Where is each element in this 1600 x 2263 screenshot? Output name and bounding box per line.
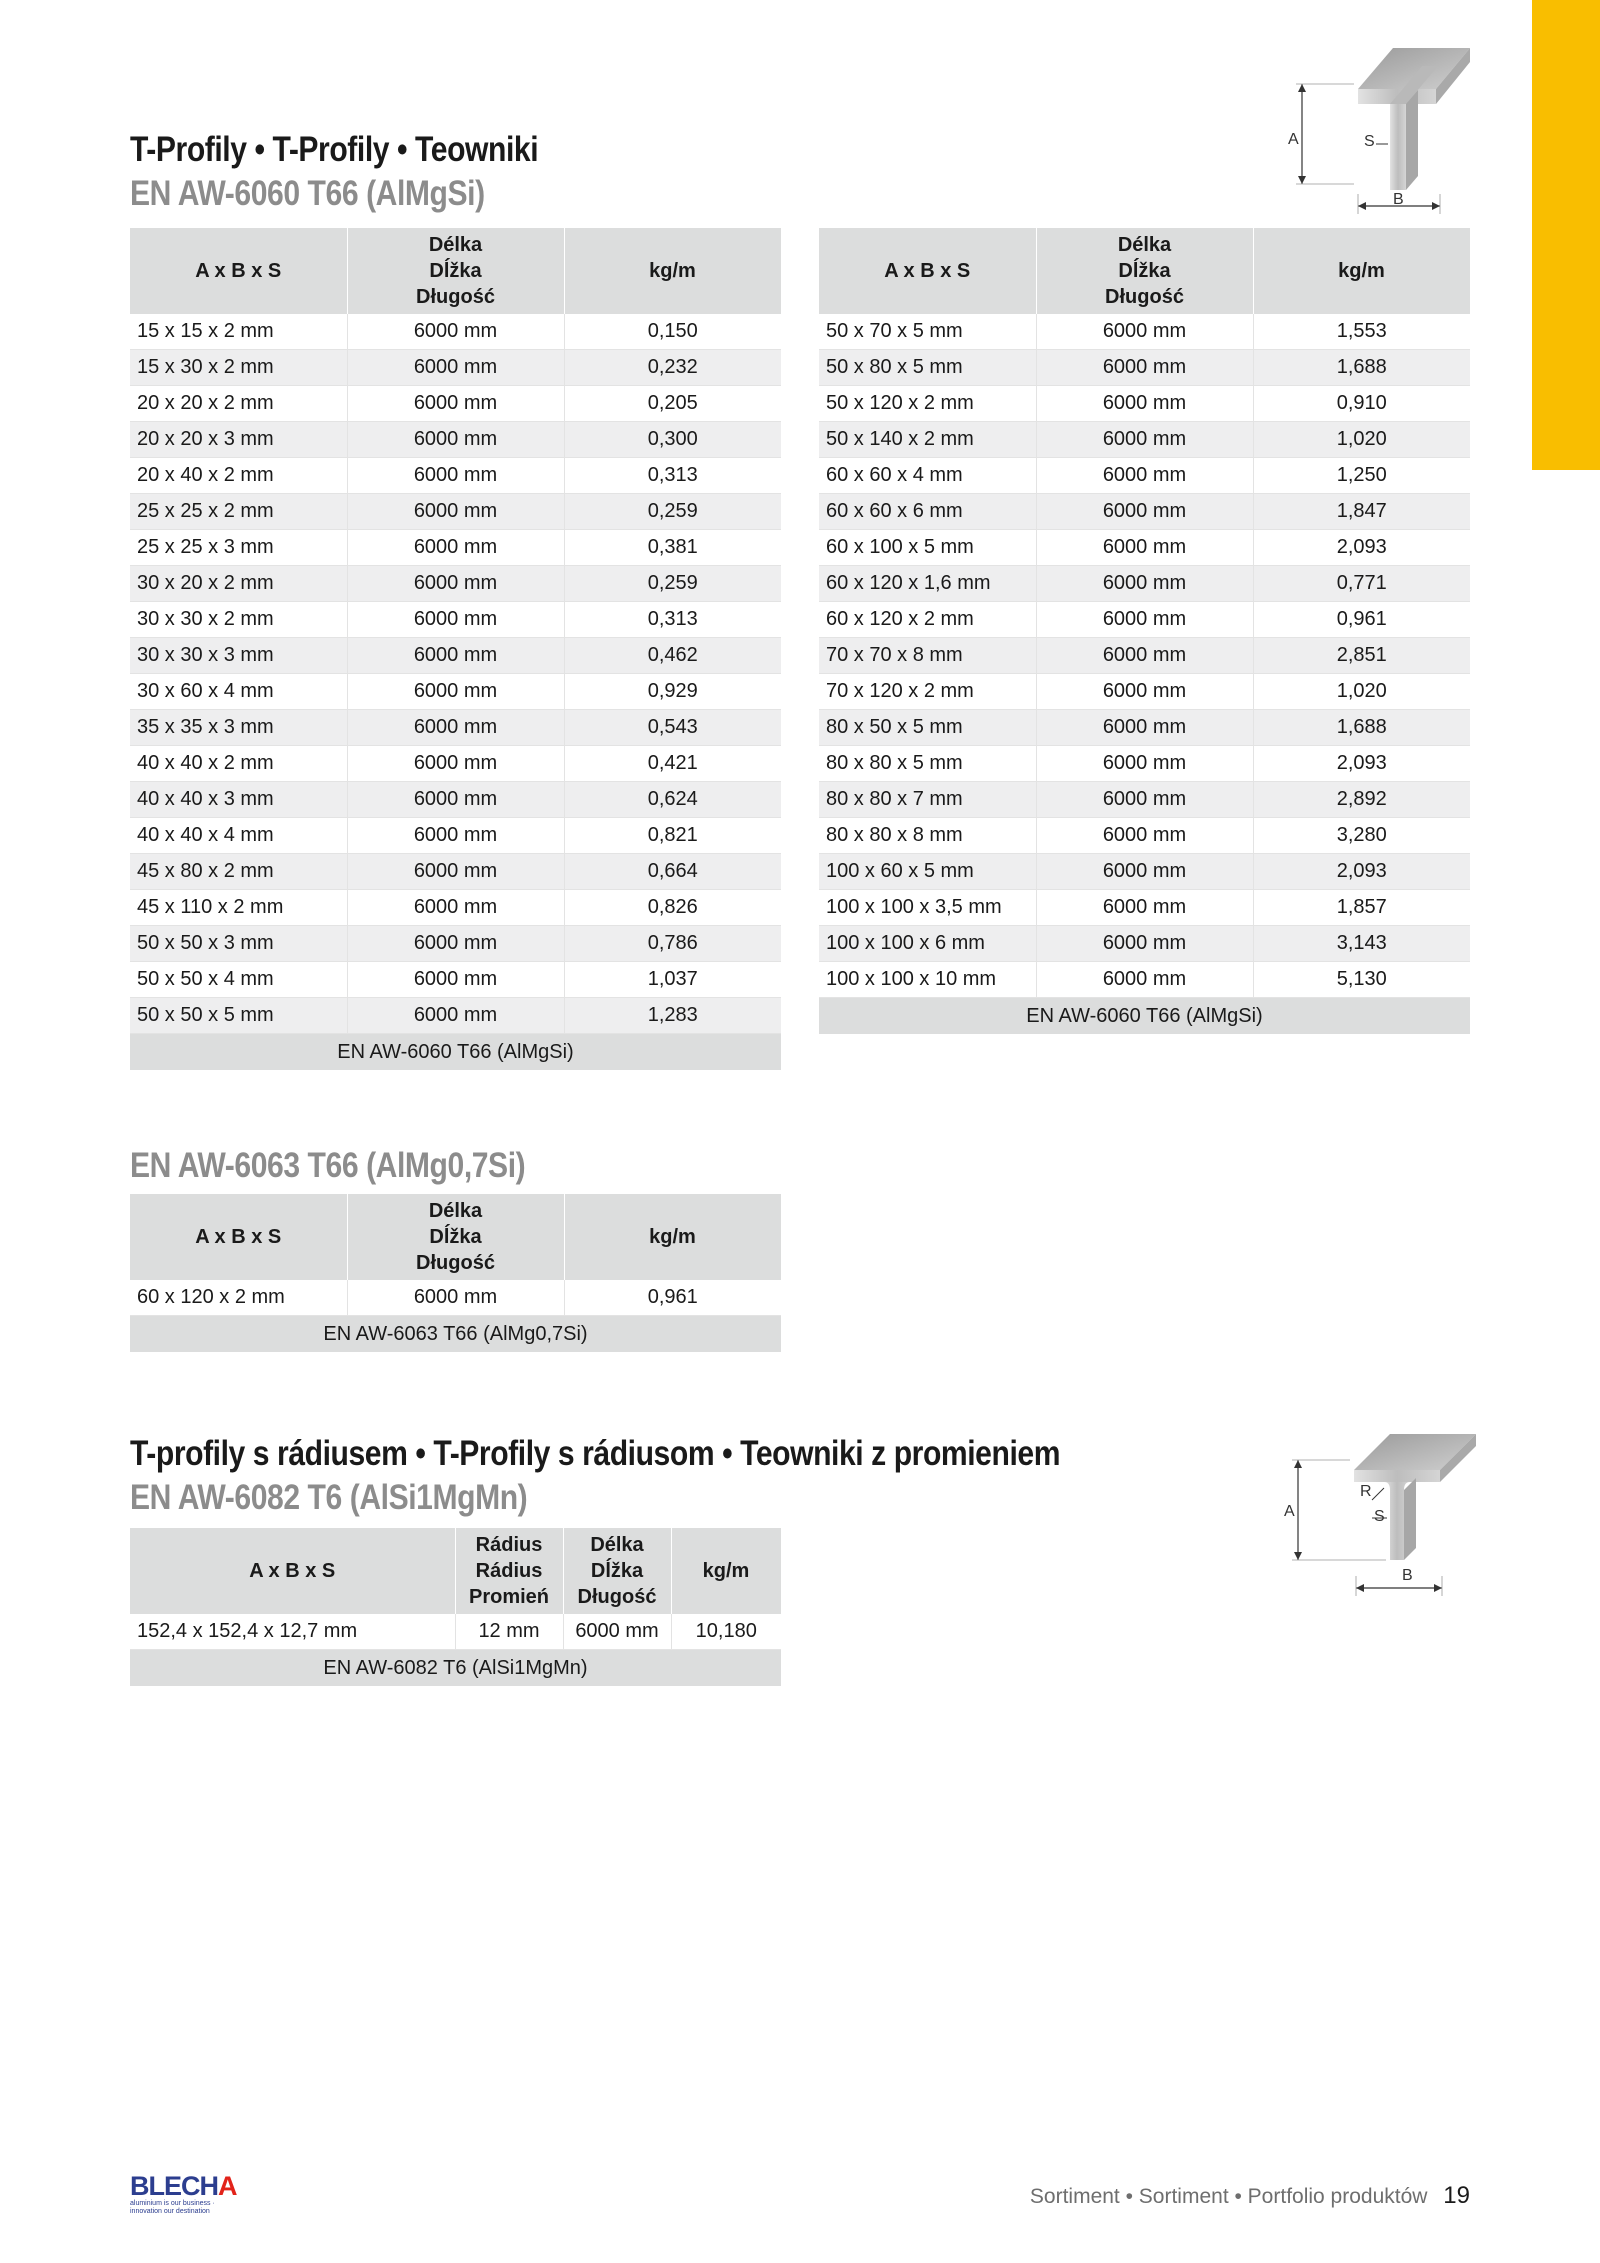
table-cell: 6000 mm (347, 890, 564, 926)
table-cell: 0,421 (564, 746, 781, 782)
table-cell: 6000 mm (1036, 890, 1253, 926)
table-header-row (819, 228, 1470, 314)
t-profile-diagram (1288, 44, 1478, 229)
table-cell: 6000 mm (347, 602, 564, 638)
table-row (819, 926, 1470, 962)
table-cell: 60 x 60 x 6 mm (819, 494, 1036, 530)
table-cell: 6000 mm (347, 926, 564, 962)
table-cell: 20 x 20 x 2 mm (130, 386, 347, 422)
table-row (130, 962, 781, 998)
table-row (130, 602, 781, 638)
logo-tagline: aluminium is our business · innovation our destination (130, 2200, 215, 2215)
header-radius-sk: Rádius (475, 1560, 543, 1582)
table-right (819, 228, 1470, 1034)
logo-accent-letter: A (218, 2171, 237, 2201)
table-cell: 60 x 60 x 4 mm (819, 458, 1036, 494)
table-row (130, 818, 781, 854)
table-cell: 50 x 80 x 5 mm (819, 350, 1036, 386)
header-length (563, 1528, 671, 1614)
table-cell: 6000 mm (347, 674, 564, 710)
header-weight: kg/m (564, 1194, 781, 1280)
table-cell: 0,624 (564, 782, 781, 818)
table-cell: 0,259 (564, 566, 781, 602)
header-length-cz: Délka (1117, 234, 1172, 256)
table-cell: 5,130 (1253, 962, 1470, 998)
table-6082-footer: EN AW-6082 T6 (AlSi1MgMn) (130, 1650, 781, 1686)
table-right-footer: EN AW-6060 T66 (AlMgSi) (819, 998, 1470, 1034)
header-dimensions: A x B x S (819, 228, 1036, 314)
table-cell: 0,259 (564, 494, 781, 530)
table-cell: 30 x 30 x 2 mm (130, 602, 347, 638)
table-cell: 6000 mm (347, 494, 564, 530)
diagram-label-r: R (1360, 1483, 1372, 1500)
table-cell: 1,857 (1253, 890, 1470, 926)
table-cell: 12 mm (455, 1614, 563, 1650)
table-cell: 6000 mm (347, 638, 564, 674)
table-cell: 40 x 40 x 3 mm (130, 782, 347, 818)
diagram-label-b: B (1393, 191, 1404, 208)
header-dimensions: A x B x S (130, 228, 347, 314)
table-cell: 6000 mm (1036, 530, 1253, 566)
table-cell: 2,093 (1253, 746, 1470, 782)
table-cell: 0,543 (564, 710, 781, 746)
table-cell: 70 x 70 x 8 mm (819, 638, 1036, 674)
table-row (130, 890, 781, 926)
table-cell: 15 x 15 x 2 mm (130, 314, 347, 350)
table-cell: 0,232 (564, 350, 781, 386)
table-cell: 0,929 (564, 674, 781, 710)
table-left (130, 228, 781, 1070)
table-row (819, 386, 1470, 422)
table-cell: 6000 mm (347, 746, 564, 782)
page-footer (1030, 2182, 1470, 2210)
table-6082 (130, 1528, 781, 1686)
yellow-side-tab (1532, 0, 1600, 470)
table-row (819, 962, 1470, 998)
table-cell: 45 x 80 x 2 mm (130, 854, 347, 890)
table-cell: 0,462 (564, 638, 781, 674)
table-cell: 1,037 (564, 962, 781, 998)
table-row (819, 638, 1470, 674)
table-row (819, 314, 1470, 350)
table-cell: 0,826 (564, 890, 781, 926)
footer-text: Sortiment • Sortiment • Portfolio produktów (1029, 2185, 1428, 2208)
table-cell: 15 x 30 x 2 mm (130, 350, 347, 386)
table-row (819, 746, 1470, 782)
section-subtitle: EN AW-6063 T66 (AlMg0,7Si) (130, 1146, 526, 1185)
header-length-sk: Dĺžka (429, 1226, 482, 1248)
header-length-cz: Délka (428, 234, 483, 256)
table-cell: 3,280 (1253, 818, 1470, 854)
table-cell: 6000 mm (347, 710, 564, 746)
table-row (819, 710, 1470, 746)
table-row (130, 638, 781, 674)
table-row (130, 926, 781, 962)
table-cell: 6000 mm (1036, 566, 1253, 602)
table-row (130, 386, 781, 422)
header-length-cz: Délka (590, 1534, 644, 1556)
table-cell: 6000 mm (347, 1280, 564, 1316)
section-t-profiles-radius (130, 1432, 1211, 1520)
table-cell: 40 x 40 x 2 mm (130, 746, 347, 782)
table-cell: 30 x 30 x 3 mm (130, 638, 347, 674)
table-row (819, 350, 1470, 386)
header-length-cz: Délka (428, 1200, 483, 1222)
header-radius-pl: Promień (468, 1586, 550, 1608)
diagram-label-a: A (1288, 131, 1299, 148)
table-cell: 100 x 60 x 5 mm (819, 854, 1036, 890)
table-row (819, 674, 1470, 710)
table-row (130, 350, 781, 386)
table-cell: 60 x 100 x 5 mm (819, 530, 1036, 566)
table-cell: 0,300 (564, 422, 781, 458)
header-length (347, 228, 564, 314)
table-cell: 25 x 25 x 2 mm (130, 494, 347, 530)
table-row (130, 1280, 781, 1316)
table-cell: 6000 mm (347, 386, 564, 422)
header-length-sk: Dĺžka (429, 260, 482, 282)
table-row (130, 530, 781, 566)
table-row (130, 494, 781, 530)
header-length-pl: Długość (1105, 286, 1184, 308)
table-cell: 6000 mm (1036, 674, 1253, 710)
table-cell: 6000 mm (1036, 854, 1253, 890)
table-cell: 2,093 (1253, 530, 1470, 566)
table-cell: 20 x 20 x 3 mm (130, 422, 347, 458)
header-length-pl: Długość (416, 1252, 495, 1274)
table-cell: 100 x 100 x 3,5 mm (819, 890, 1036, 926)
table-cell: 35 x 35 x 3 mm (130, 710, 347, 746)
table-row (130, 998, 781, 1034)
table-cell: 50 x 50 x 5 mm (130, 998, 347, 1034)
table-cell: 6000 mm (1036, 746, 1253, 782)
table-row (130, 674, 781, 710)
table-row (819, 782, 1470, 818)
header-weight: kg/m (671, 1528, 781, 1614)
header-length (1036, 228, 1253, 314)
table-cell: 6000 mm (563, 1614, 671, 1650)
table-cell: 30 x 60 x 4 mm (130, 674, 347, 710)
table-cell: 6000 mm (1036, 638, 1253, 674)
table-cell: 80 x 80 x 7 mm (819, 782, 1036, 818)
table-cell: 50 x 50 x 4 mm (130, 962, 347, 998)
table-cell: 50 x 140 x 2 mm (819, 422, 1036, 458)
table-cell: 6000 mm (347, 962, 564, 998)
table-6063 (130, 1194, 781, 1352)
header-weight: kg/m (1253, 228, 1470, 314)
blecha-logo (130, 2172, 240, 2216)
table-row (130, 314, 781, 350)
table-cell: 6000 mm (347, 818, 564, 854)
table-row (819, 854, 1470, 890)
table-cell: 6000 mm (347, 566, 564, 602)
diagram-label-b: B (1402, 1567, 1413, 1584)
table-cell: 100 x 100 x 6 mm (819, 926, 1036, 962)
table-cell: 1,250 (1253, 458, 1470, 494)
table-cell: 0,961 (1253, 602, 1470, 638)
table-cell: 25 x 25 x 3 mm (130, 530, 347, 566)
header-radius-cz: Rádius (475, 1534, 543, 1556)
section-title: T-Profily • T-Profily • Teowniki (130, 130, 539, 169)
header-length-pl: Długość (577, 1586, 657, 1608)
table-cell: 6000 mm (1036, 818, 1253, 854)
table-cell: 0,771 (1253, 566, 1470, 602)
table-cell: 1,553 (1253, 314, 1470, 350)
header-length-sk: Dĺžka (1118, 260, 1171, 282)
logo-name: BLECH (130, 2171, 218, 2201)
table-cell: 2,093 (1253, 854, 1470, 890)
table-row (130, 854, 781, 890)
table-row (130, 422, 781, 458)
table-row (819, 818, 1470, 854)
table-row (819, 458, 1470, 494)
table-cell: 50 x 70 x 5 mm (819, 314, 1036, 350)
table-cell: 152,4 x 152,4 x 12,7 mm (130, 1614, 455, 1650)
table-cell: 0,313 (564, 458, 781, 494)
table-cell: 6000 mm (347, 998, 564, 1034)
table-cell: 2,851 (1253, 638, 1470, 674)
table-cell: 0,381 (564, 530, 781, 566)
page-number: 19 (1443, 2182, 1470, 2209)
table-cell: 60 x 120 x 2 mm (819, 602, 1036, 638)
table-row (819, 494, 1470, 530)
table-cell: 6000 mm (1036, 782, 1253, 818)
table-row (130, 746, 781, 782)
table-cell: 6000 mm (1036, 422, 1253, 458)
table-cell: 0,313 (564, 602, 781, 638)
table-cell: 100 x 100 x 10 mm (819, 962, 1036, 998)
table-header-row (130, 228, 781, 314)
table-row (130, 458, 781, 494)
section-t-profiles (130, 128, 605, 216)
table-cell: 0,786 (564, 926, 781, 962)
table-cell: 6000 mm (1036, 962, 1253, 998)
table-cell: 20 x 40 x 2 mm (130, 458, 347, 494)
table-cell: 1,020 (1253, 674, 1470, 710)
table-header-row (130, 1194, 781, 1280)
table-cell: 6000 mm (347, 350, 564, 386)
section-6063 (130, 1144, 590, 1188)
table-cell: 6000 mm (347, 530, 564, 566)
diagram-label-a: A (1284, 1503, 1295, 1520)
header-dimensions: A x B x S (130, 1194, 347, 1280)
table-cell: 10,180 (671, 1614, 781, 1650)
table-cell: 0,664 (564, 854, 781, 890)
table-cell: 45 x 110 x 2 mm (130, 890, 347, 926)
header-dimensions: A x B x S (130, 1528, 455, 1614)
table-cell: 70 x 120 x 2 mm (819, 674, 1036, 710)
table-cell: 80 x 80 x 5 mm (819, 746, 1036, 782)
table-cell: 6000 mm (347, 458, 564, 494)
table-cell: 0,150 (564, 314, 781, 350)
table-cell: 6000 mm (347, 422, 564, 458)
diagram-label-s: S (1364, 133, 1375, 150)
table-row (819, 566, 1470, 602)
table-cell: 6000 mm (347, 314, 564, 350)
table-cell: 40 x 40 x 4 mm (130, 818, 347, 854)
table-cell: 6000 mm (1036, 710, 1253, 746)
table-row (130, 1614, 781, 1650)
table-row (819, 890, 1470, 926)
table-cell: 6000 mm (1036, 350, 1253, 386)
table-cell: 3,143 (1253, 926, 1470, 962)
section-subtitle: EN AW-6082 T6 (AlSi1MgMn) (130, 1478, 528, 1517)
table-cell: 0,821 (564, 818, 781, 854)
table-cell: 1,688 (1253, 350, 1470, 386)
table-cell: 6000 mm (1036, 314, 1253, 350)
table-row (819, 602, 1470, 638)
table-row (819, 422, 1470, 458)
header-radius (455, 1528, 563, 1614)
table-cell: 50 x 50 x 3 mm (130, 926, 347, 962)
header-weight: kg/m (564, 228, 781, 314)
header-length-sk: Dĺžka (590, 1560, 644, 1582)
section-subtitle: EN AW-6060 T66 (AlMgSi) (130, 174, 485, 213)
table-cell: 1,283 (564, 998, 781, 1034)
table-cell: 6000 mm (347, 782, 564, 818)
table-row (130, 710, 781, 746)
table-cell: 0,910 (1253, 386, 1470, 422)
section-title: T-profily s rádiusem • T-Profily s rádiusom • Teowniki z promieniem (130, 1434, 1061, 1473)
table-cell: 50 x 120 x 2 mm (819, 386, 1036, 422)
table-cell: 80 x 50 x 5 mm (819, 710, 1036, 746)
t-profile-radius-diagram (1280, 1428, 1480, 1613)
table-cell: 1,847 (1253, 494, 1470, 530)
header-length-pl: Długość (416, 286, 495, 308)
table-cell: 6000 mm (1036, 926, 1253, 962)
table-row (819, 530, 1470, 566)
table-row (130, 782, 781, 818)
table-6063-footer: EN AW-6063 T66 (AlMg0,7Si) (130, 1316, 781, 1352)
table-cell: 6000 mm (1036, 494, 1253, 530)
table-cell: 6000 mm (1036, 458, 1253, 494)
table-cell: 2,892 (1253, 782, 1470, 818)
table-cell: 0,205 (564, 386, 781, 422)
table-cell: 1,688 (1253, 710, 1470, 746)
table-cell: 6000 mm (347, 854, 564, 890)
table-left-footer: EN AW-6060 T66 (AlMgSi) (130, 1034, 781, 1070)
table-cell: 80 x 80 x 8 mm (819, 818, 1036, 854)
table-cell: 1,020 (1253, 422, 1470, 458)
table-cell: 60 x 120 x 2 mm (130, 1280, 347, 1316)
table-cell: 6000 mm (1036, 602, 1253, 638)
table-row (130, 566, 781, 602)
table-cell: 6000 mm (1036, 386, 1253, 422)
table-cell: 0,961 (564, 1280, 781, 1316)
table-header-row (130, 1528, 781, 1614)
table-cell: 60 x 120 x 1,6 mm (819, 566, 1036, 602)
table-cell: 30 x 20 x 2 mm (130, 566, 347, 602)
diagram-label-s: S (1374, 1508, 1385, 1525)
header-length (347, 1194, 564, 1280)
